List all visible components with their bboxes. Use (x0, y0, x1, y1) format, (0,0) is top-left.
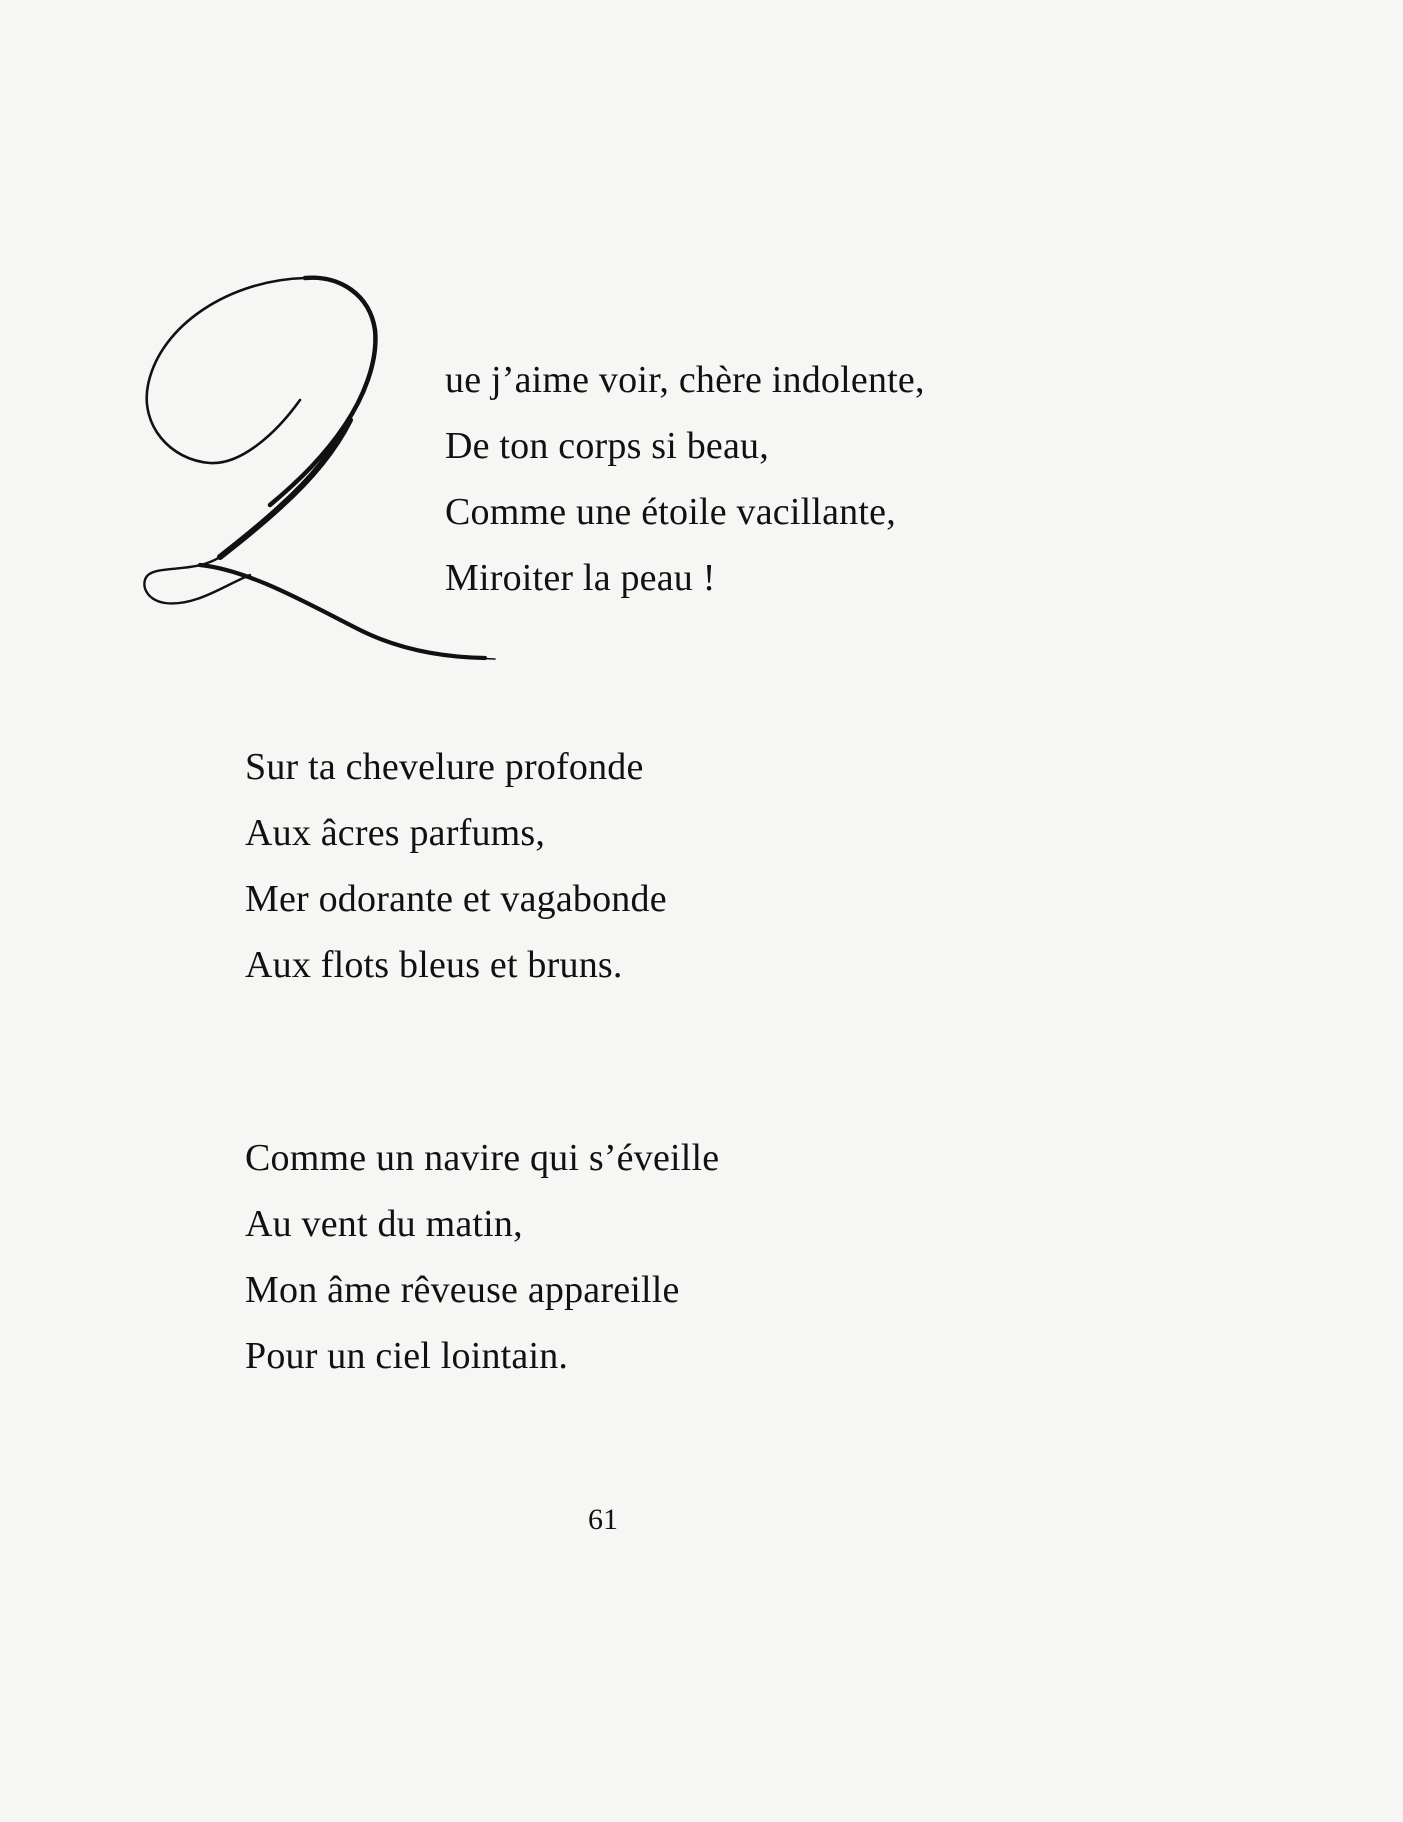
verse-line: Miroiter la peau ! (445, 557, 716, 599)
verse-line: Comme une étoile vacillante, (445, 491, 896, 533)
verse-line: ue j’aime voir, chère indolente, (445, 359, 925, 401)
verse-line: Sur ta chevelure profonde (245, 746, 644, 788)
verse-line: Mon âme rêveuse appareille (245, 1269, 680, 1311)
verse-line: Pour un ciel lointain. (245, 1335, 569, 1377)
verse-line: Aux flots bleus et bruns. (245, 944, 623, 986)
verse-line: Aux âcres parfums, (245, 812, 546, 854)
stanza-1 (445, 347, 925, 611)
verse-line: De ton corps si beau, (445, 425, 769, 467)
stanza-3 (245, 1125, 719, 1389)
page-number: 61 (588, 1503, 618, 1536)
verse-line: Comme un navire qui s’éveille (245, 1137, 720, 1179)
verse-line: Au vent du matin, (245, 1203, 523, 1245)
verse-line: Mer odorante et vagabonde (245, 878, 667, 920)
stanza-2 (245, 734, 667, 998)
